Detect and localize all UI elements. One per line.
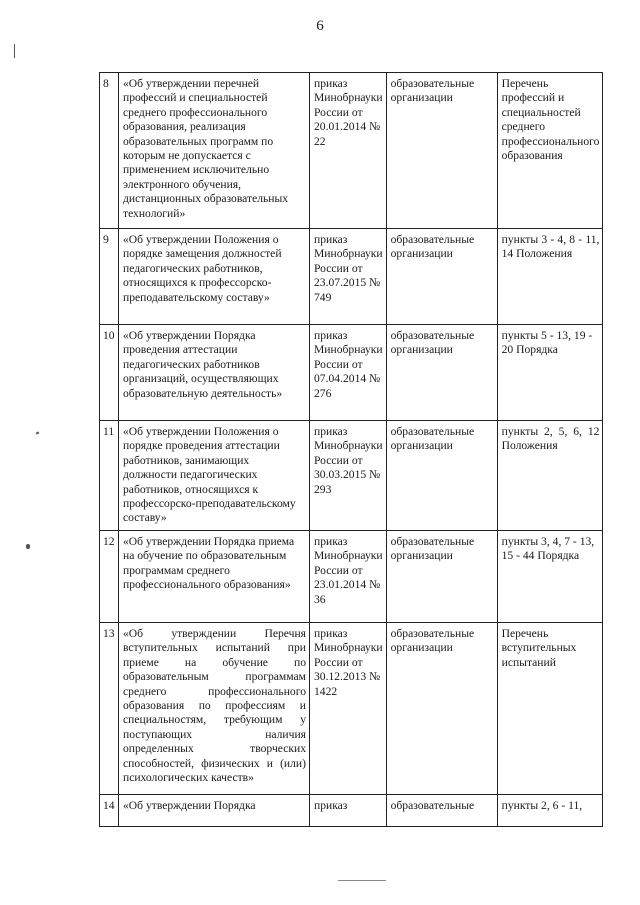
row-number: 12: [100, 531, 119, 623]
structural-units: пункты 3, 4, 7 - 13, 15 - 44 Порядка: [497, 531, 603, 623]
legal-act: приказ Минобрнауки России от 30.03.2015 № 293: [310, 421, 387, 531]
scope-of-application: образовательные организации: [386, 421, 497, 531]
table-row: [100, 325, 603, 421]
scope-of-application: образовательные организации: [386, 325, 497, 421]
row-number: 13: [100, 623, 119, 795]
row-number: 9: [100, 229, 119, 325]
document-title: «Об утверждении Перечня вступительных испытаний при приеме на обучение по образовательным программам среднего профессионального образования по профессиям и специальностям, требующим у поступающих наличия определенных творческих способностей, физических и (или) психологических качеств»: [119, 623, 310, 795]
scope-of-application: образовательные организации: [386, 229, 497, 325]
table-row: [100, 623, 603, 795]
structural-units: пункты 3 - 4, 8 - 11, 14 Положения: [497, 229, 603, 325]
scan-mark: [338, 880, 386, 881]
scan-mark: [36, 431, 40, 434]
table-row: [100, 531, 603, 623]
structural-units: Перечень профессий и специальностей среднего профессионального образования: [497, 73, 603, 229]
legal-act: приказ Минобрнауки России от 07.04.2014 № 276: [310, 325, 387, 421]
scope-of-application: образовательные: [386, 795, 497, 827]
row-number: 10: [100, 325, 119, 421]
page-number: 6: [316, 18, 324, 34]
document-title: «Об утверждении Положения о порядке замещения должностей педагогических работников, относящихся к профессорско-преподавательскому составу»: [119, 229, 310, 325]
document-title: «Об утверждении Порядка проведения аттестации педагогических работников организаций, осуществляющих образовательную деятельность»: [119, 325, 310, 421]
row-number: 11: [100, 421, 119, 531]
regulations-table: [99, 72, 603, 827]
legal-act: приказ Минобрнауки России от 23.01.2014 № 36: [310, 531, 387, 623]
structural-units: Перечень вступительных испытаний: [497, 623, 603, 795]
table-row: [100, 229, 603, 325]
scope-of-application: образовательные организации: [386, 73, 497, 229]
document-title: «Об утверждении Положения о порядке проведения аттестации работников, занимающих должности педагогических работников, относящихся к профессорско-преподавательскому составу»: [119, 421, 310, 531]
legal-act: приказ: [310, 795, 387, 827]
document-title: «Об утверждении Порядка приема на обучение по образовательным программам среднего профессионального образования»: [119, 531, 310, 623]
structural-units: пункты 2, 6 - 11,: [497, 795, 603, 827]
row-number: 14: [100, 795, 119, 827]
row-number: 8: [100, 73, 119, 229]
structural-units: пункты 2, 5, 6, 12 Положения: [497, 421, 603, 531]
scan-mark: [26, 544, 30, 549]
document-title: «Об утверждении перечней профессий и специальностей среднего профессионального образования, реализация образовательных программ по которым не допускается с применением исключительно электронного обучения, дистанционных образовательных технологий»: [119, 73, 310, 229]
table-row: [100, 421, 603, 531]
legal-act: приказ Минобрнауки России от 30.12.2013 № 1422: [310, 623, 387, 795]
table-row: [100, 73, 603, 229]
scan-mark: [14, 44, 15, 58]
table-row: [100, 795, 603, 827]
legal-act: приказ Минобрнауки России от 23.07.2015 № 749: [310, 229, 387, 325]
document-title: «Об утверждении Порядка: [119, 795, 310, 827]
scope-of-application: образовательные организации: [386, 623, 497, 795]
legal-act: приказ Минобрнауки России от 20.01.2014 № 22: [310, 73, 387, 229]
scope-of-application: образовательные организации: [386, 531, 497, 623]
structural-units: пункты 5 - 13, 19 - 20 Порядка: [497, 325, 603, 421]
